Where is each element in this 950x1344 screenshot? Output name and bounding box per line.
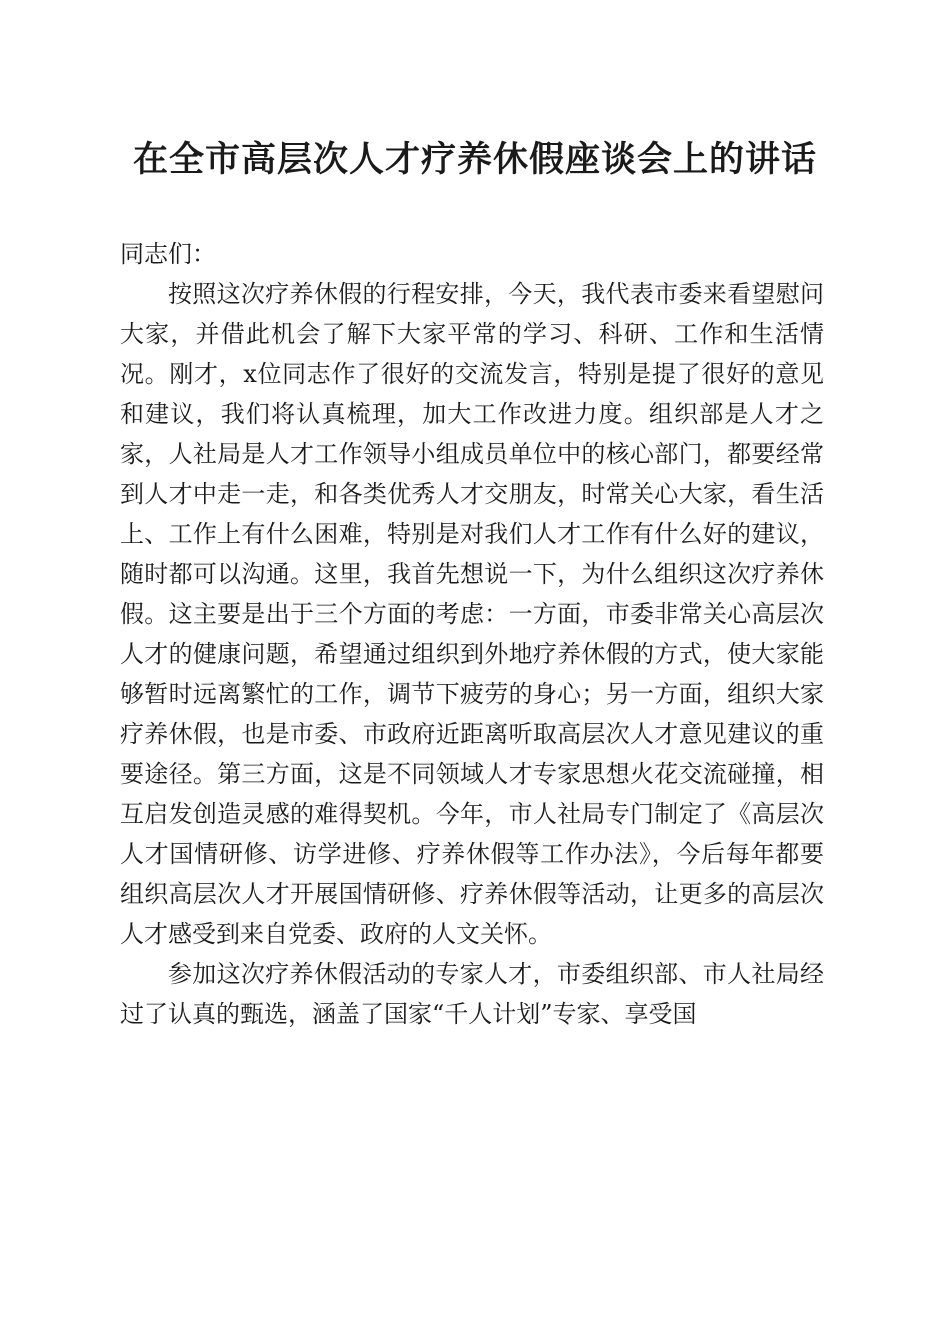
salutation: 同志们：	[120, 240, 216, 268]
document-body	[120, 234, 824, 1034]
paragraph-1: 按照这次疗养休假的行程安排，今天，我代表市委来看望慰问大家，并借此机会了解下大家平常的学习、科研、工作和生活情况。刚才，x位同志作了很好的交流发言，特别是提了很好的意见和建议，我们将认真梳理，加大工作改进力度。组织部是人才之家，人社局是人才工作领导小组成员单位中的核心部门，都要经常到人才中走一走，和各类优秀人才交朋友，时常关心大家，看生活上、工作上有什么困难，特别是对我们人才工作有什么好的建议，随时都可以沟通。这里，我首先想说一下，为什么组织这次疗养休假。这主要是出于三个方面的考虑：一方面，市委非常关心高层次人才的健康问题，希望通过组织到外地疗养休假的方式，使大家能够暂时远离繁忙的工作，调节下疲劳的身心；另一方面，组织大家疗养休假，也是市委、市政府近距离听取高层次人才意见建议的重要途径。第三方面，这是不同领域人才专家思想火花交流碰撞，相互启发创造灵感的难得契机。今年，市人社局专门制定了《高层次人才国情研修、访学进修、疗养休假等工作办法》，今后每年都要组织高层次人才开展国情研修、疗养休假等活动，让更多的高层次人才感受到来自党委、政府的人文关怀。	[120, 280, 824, 948]
document-title: 在全市高层次人才疗养休假座谈会上的讲话	[132, 139, 817, 180]
paragraph-2: 参加这次疗养休假活动的专家人才，市委组织部、市人社局经过了认真的甄选，涵盖了国家“千人计划”专家、享受国	[120, 960, 824, 1028]
